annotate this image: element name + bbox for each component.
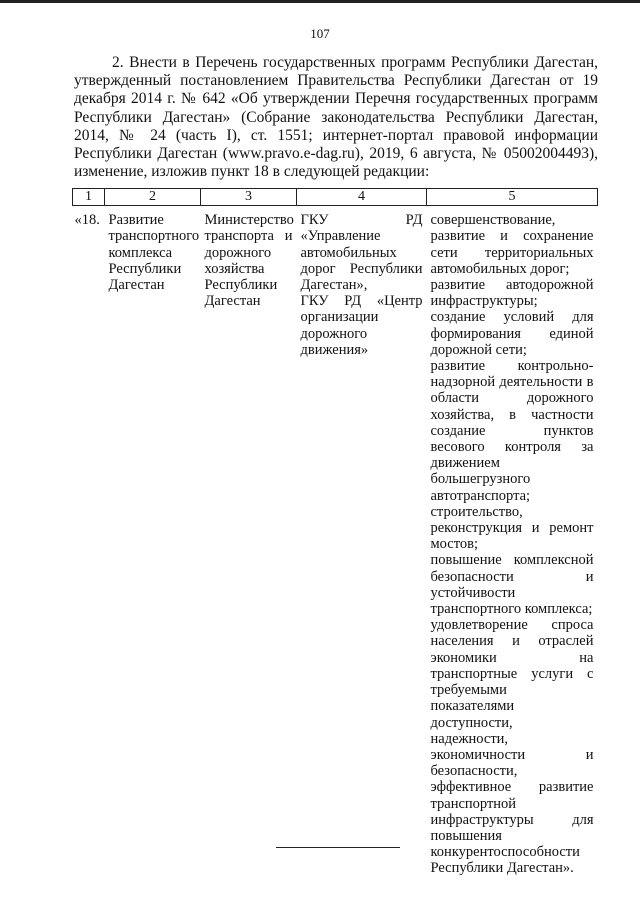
header-col-4: 4 [297, 189, 427, 206]
page-number: 107 [310, 26, 330, 41]
header-col-3: 3 [201, 189, 297, 206]
goal-item: развитие автодорожной инфраструктуры; [430, 277, 594, 310]
header-col-1: 1 [73, 189, 105, 206]
row-number-cell: «18. [74, 212, 100, 229]
program-table [72, 188, 598, 877]
table-row [73, 206, 598, 877]
goal-item: совершенствование, развитие и сохранение сети территориальных автомобильных дорог; [430, 212, 594, 277]
header-col-2: 2 [105, 189, 201, 206]
goal-item: строительство, реконструкция и ремонт мостов; [430, 503, 594, 553]
program-name-cell: Развитие транспортного комплекса Республики Дагестан [108, 212, 200, 294]
goal-item: развитие контрольно-надзорной деятельности в области дорожного хозяйства, в частности создание пунктов весового контроля за движением большегрузного автотранспорта; [430, 358, 594, 504]
goal-item: повышение комплексной безопасности и устойчивости транспортного комплекса; [430, 552, 594, 618]
co-executors-cell [297, 206, 427, 877]
co-executor-item: ГКУ РД «Центр организации дорожного движения» [300, 293, 423, 358]
header-col-5: 5 [427, 189, 598, 206]
intro-paragraph [74, 54, 598, 181]
intro-text: 2. Внести в Перечень государственных программ Республики Дагестан, утвержденный постановлением Правительства Республики Дагестан от 19 декабря 2014 г. № 642 «Об утверждении Перечня государственных программ Республики Дагестан» (Собрание законодательства Республики Дагестан, 2014, № 24 (часть I), ст. 1551; интернет-портал правовой информации Республики Дагестан (www.pravo.e-dag.ru), 2019, 6 августа, № 05002004493), изменение, изложив пункт 18 в следующей редакции: [74, 54, 598, 181]
end-separator-line [276, 847, 400, 848]
goal-item: создание условий для формирования единой дорожной сети; [430, 309, 594, 358]
table-header-row [73, 189, 598, 206]
top-border-line [0, 0, 640, 3]
goals-cell [427, 206, 598, 877]
responsible-executor-cell: Министерство транспорта и дорожного хозяйства Республики Дагестан [204, 212, 294, 310]
co-executor-item: ГКУ РД «Управление автомобильных дорог Республики Дагестан», [300, 212, 423, 294]
goal-item: удовлетворение спроса населения и отраслей экономики на транспортные услуги с требуемыми показателями доступности, надежности, экономичности и безопасности, эффективное развитие транспортной инфраструктуры для повышения конкурентоспособности Республики Дагестан». [430, 617, 594, 877]
